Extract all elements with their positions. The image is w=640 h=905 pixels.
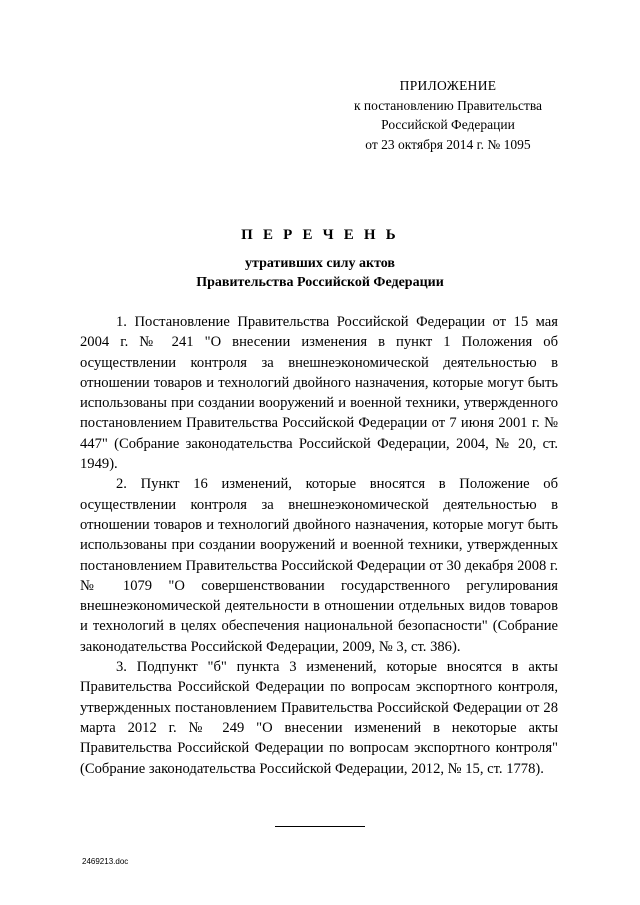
list-title: П Е Р Е Ч Е Н Ь bbox=[241, 227, 399, 243]
closing-separator-line bbox=[275, 826, 365, 827]
approval-line-date-number: от 23 октября 2014 г. № 1095 bbox=[365, 136, 531, 152]
approval-line-federation: Российской Федерации bbox=[381, 117, 515, 132]
list-item-2: 2. Пункт 16 изменений, которые вносятся в Положение об осуществлении контроля за внешнеэкономической деятельностью в отношении товаров и технологий двойного назначения, которые могут быть использованы при создании вооружений и военной техники, утвержденных постановлением Правительства Российской Федерации от 30 декабря 2008 г. № 1079 "О совершенствовании государственного регулирования внешнеэкономической деятельности в отношении отдельных видов товаров и технологий в целях обеспечения национальной безопасности" (Собрание законодательства Российской Федерации, 2009, № 3, ст. 386). bbox=[80, 476, 558, 655]
list-item-1: 1. Постановление Правительства Российской Федерации от 15 мая 2004 г. № 241 "О внесении изменения в пункт 1 Положения об осуществлении контроля за внешнеэкономической деятельностью в отношении товаров и технологий двойного назначения, которые могут быть использованы при создании вооружений и военной техники, утвержденного постановлением Правительства Российской Федерации от 7 июня 2001 г. № 447" (Собрание законодательства Российской Федерации, 2004, № 20, ст. 1949). bbox=[80, 314, 558, 473]
list-subtitle-government: Правительства Российской Федерации bbox=[196, 275, 444, 290]
approval-line-resolution: к постановлению Правительства bbox=[353, 97, 543, 113]
document-heading bbox=[0, 224, 640, 292]
approval-block bbox=[338, 76, 558, 154]
list-item-3: 3. Подпункт "б" пункта 3 изменений, которые вносятся в акты Правительства Российской Федерации по вопросам экспортного контроля, утвержденных постановлением Правительства Российской Федерации от 28 марта 2012 г. № 249 "О внесении изменений в некоторые акты Правительства Российской Федерации по вопросам экспортного контроля" (Собрание законодательства Российской Федерации, 2012, № 15, ст. 1778). bbox=[80, 659, 558, 777]
footer-document-code: 2469213.doc bbox=[82, 857, 129, 866]
document-body bbox=[80, 312, 558, 779]
appendix-title: ПРИЛОЖЕНИЕ bbox=[399, 78, 497, 93]
list-subtitle-acts: утративших силу актов bbox=[245, 256, 395, 271]
